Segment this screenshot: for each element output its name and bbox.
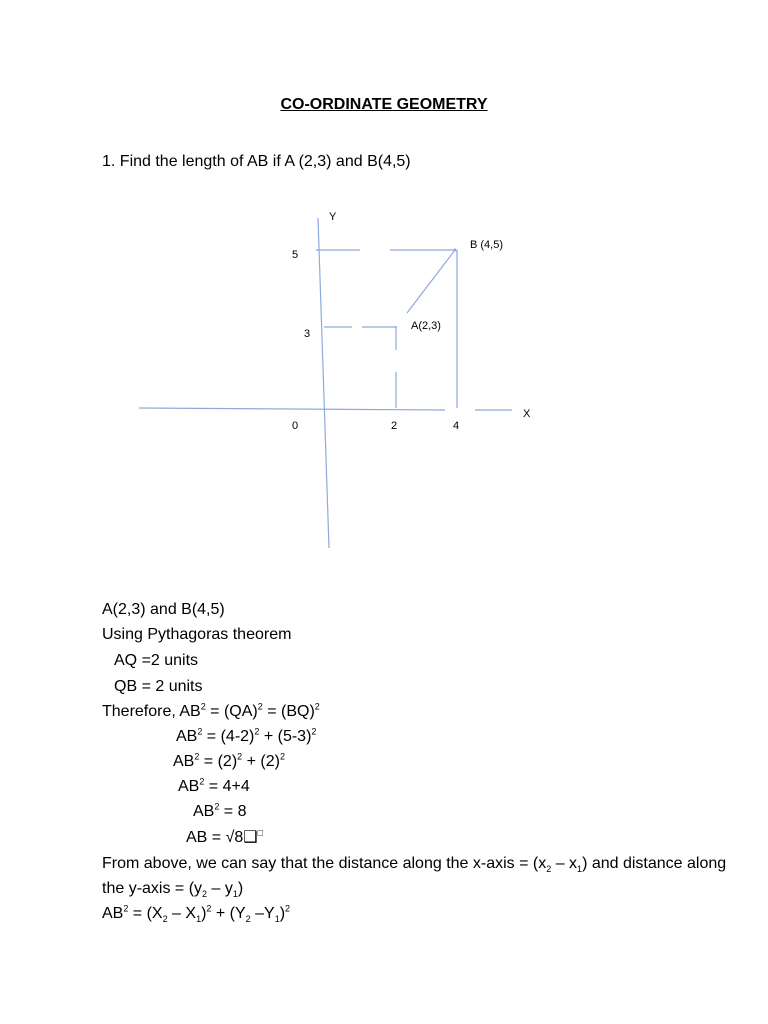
solution-step-3: $AB^2 = 4+4$: [178, 776, 250, 795]
y-tick-3: 3: [304, 328, 311, 340]
x-axis-label: X: [523, 408, 531, 420]
solution-aq: AQ =2 units: [114, 652, 199, 669]
segment-ab: [407, 250, 455, 313]
solution-step-5: AB = √8❑□: [186, 827, 264, 846]
solution-step-1: $AB^2 = (4-2)^2 + (5-3)^2$: [176, 726, 317, 745]
y-axis-label: Y: [329, 211, 337, 223]
solution-points: A(2,3) and B(4,5): [102, 601, 225, 618]
x-axis-line: [139, 408, 445, 410]
x-tick-4: 4: [453, 420, 460, 432]
solution-method: Using Pythagoras theorem: [102, 626, 292, 643]
x-tick-2: 2: [391, 420, 398, 432]
solution-step-2: $AB^2 = (2)^2 + (2)^2$: [173, 751, 285, 770]
point-a-label: A(2,3): [411, 320, 441, 332]
conclusion-line-2: the y-axis = $(y_2 - y_1)$: [102, 880, 244, 900]
conclusion-line-1: From above, we can say that the distance along the x-axis = $(x_2 - x_1)$ and distance along: [102, 855, 727, 875]
y-axis-line: [318, 218, 329, 548]
origin-label: 0: [292, 420, 299, 432]
point-b-marker: [454, 249, 457, 252]
distance-formula: $AB^2 = (X_2 - X_1)^2 + (Y_2$ $-Y_1)^2$: [102, 903, 291, 925]
page-title-text: CO-ORDINATE GEOMETRY: [280, 96, 488, 113]
solution-qb: QB = 2 units: [114, 678, 203, 695]
solution-therefore: Therefore, $AB^2 = (QA)^2 = (BQ)^2$: [102, 701, 320, 720]
question-text: 1. Find the length of AB if A (2,3) and B(4,5): [102, 153, 411, 170]
solution-step-4: $AB^2 = 8$: [193, 801, 247, 820]
y-tick-5: 5: [292, 249, 299, 261]
point-b-label: B (4,5): [470, 239, 504, 251]
